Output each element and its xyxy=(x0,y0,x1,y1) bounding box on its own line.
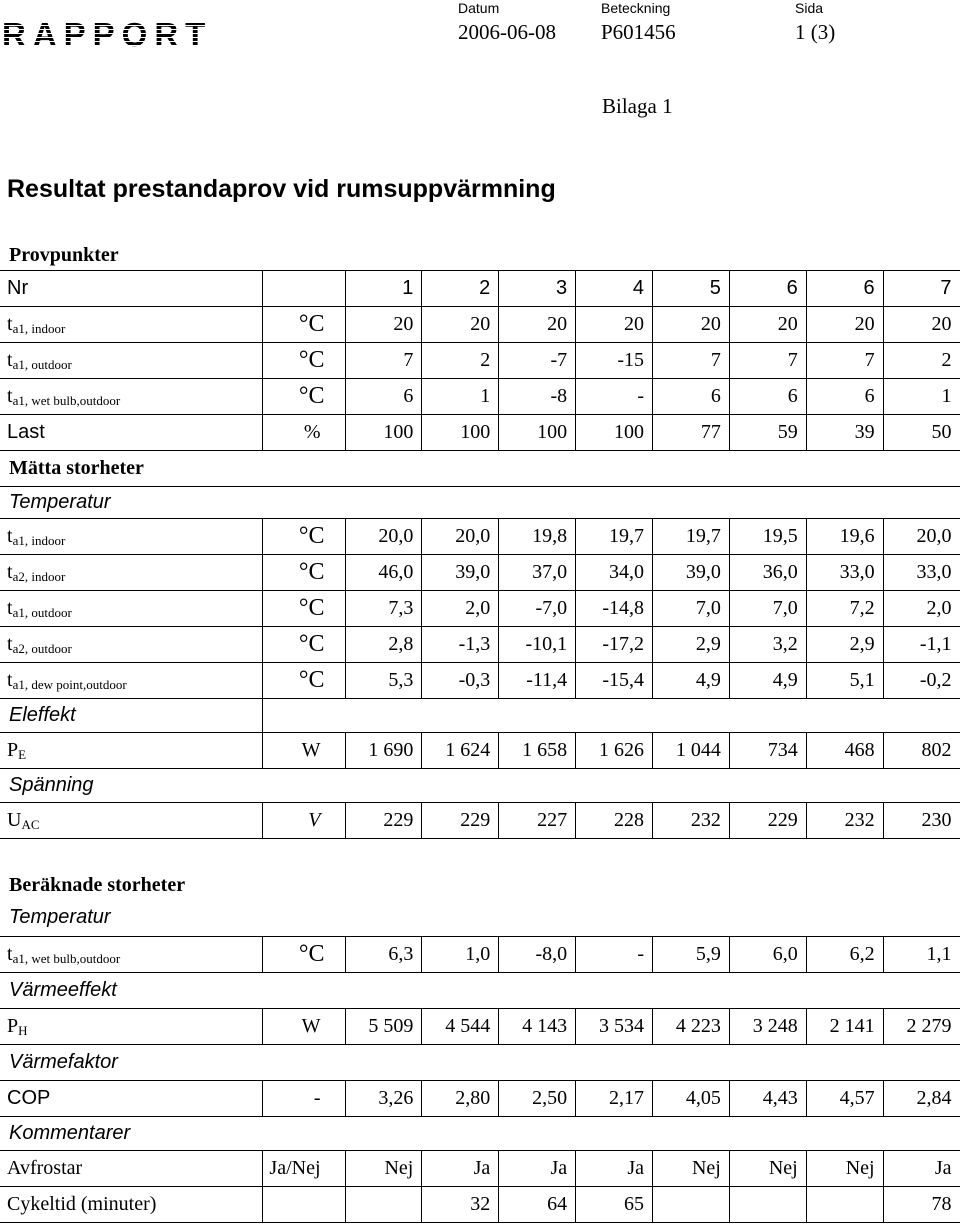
value-cell: -8,0 xyxy=(499,937,576,973)
value-cell: 19,6 xyxy=(806,519,883,555)
row-label xyxy=(0,415,262,451)
value-cell xyxy=(345,1187,422,1223)
row-label xyxy=(0,937,262,973)
subsection-varmefaktor-label: Värmefaktor xyxy=(0,1045,960,1081)
row-label-subscript: E xyxy=(18,746,27,762)
value-cell: 2,0 xyxy=(883,591,960,627)
value-cell: 7,3 xyxy=(345,591,422,627)
value-cell: 232 xyxy=(806,803,883,839)
value-cell: 229 xyxy=(422,803,499,839)
unit-cell: % xyxy=(262,415,345,451)
subsection-spanning-label: Spänning xyxy=(0,769,960,803)
row-label-subscript: a1, wet bulb,outdoor xyxy=(12,950,121,966)
row-label-text: Avfrostar xyxy=(7,1157,83,1179)
value-cell: 34,0 xyxy=(576,555,653,591)
value-cell: 7 xyxy=(806,343,883,379)
row-label-text: t xyxy=(7,312,13,335)
value-cell: 2 xyxy=(883,343,960,379)
subsection-kommentarer-label: Kommentarer xyxy=(0,1117,960,1151)
value-cell: 2,8 xyxy=(345,627,422,663)
value-cell: 33,0 xyxy=(883,555,960,591)
value-cell: 2 279 xyxy=(883,1009,960,1045)
value-cell: -7 xyxy=(499,343,576,379)
value-cell: 3 534 xyxy=(576,1009,653,1045)
value-cell: 1 626 xyxy=(576,733,653,769)
value-cell: 1 658 xyxy=(499,733,576,769)
row-label-subscript: a1, indoor xyxy=(12,320,66,336)
sida-label: Sida xyxy=(795,0,824,16)
row-label xyxy=(0,1151,262,1187)
table-row xyxy=(0,271,960,307)
value-cell: 100 xyxy=(422,415,499,451)
blank-cell xyxy=(262,699,960,733)
value-cell: 36,0 xyxy=(729,555,806,591)
value-cell: 2,80 xyxy=(422,1081,499,1117)
value-cell: 6 xyxy=(729,271,806,307)
value-cell: 19,7 xyxy=(576,519,653,555)
value-cell: 227 xyxy=(499,803,576,839)
value-cell: 6 xyxy=(806,271,883,307)
row-label-text: t xyxy=(7,384,13,407)
row-label-subscript: H xyxy=(18,1022,28,1038)
unit-cell xyxy=(262,271,345,307)
value-cell: 20 xyxy=(499,307,576,343)
row-label-text: t xyxy=(7,942,13,965)
subsection-kommentarer xyxy=(0,1117,960,1151)
row-label xyxy=(0,1081,262,1117)
value-cell: Ja xyxy=(576,1151,653,1187)
value-cell: 1,1 xyxy=(883,937,960,973)
row-label-text: Nr xyxy=(7,277,29,299)
value-cell: 20 xyxy=(576,307,653,343)
value-cell: -15 xyxy=(576,343,653,379)
unit-cell xyxy=(262,1187,345,1223)
value-cell: 39,0 xyxy=(422,555,499,591)
table-row xyxy=(0,937,960,973)
value-cell: 2 xyxy=(422,271,499,307)
results-table-calculated xyxy=(0,936,960,1223)
value-cell: 1 690 xyxy=(345,733,422,769)
unit-cell: °C xyxy=(262,519,345,555)
value-cell: Nej xyxy=(345,1151,422,1187)
unit-cell: °C xyxy=(262,555,345,591)
row-label-text: P xyxy=(7,1014,19,1037)
value-cell: 6 xyxy=(653,379,730,415)
value-cell: 6 xyxy=(806,379,883,415)
value-cell: 20 xyxy=(806,307,883,343)
table-row xyxy=(0,1187,960,1223)
row-label-text: t xyxy=(7,524,13,547)
row-label-subscript: AC xyxy=(21,816,40,832)
value-cell: 1 xyxy=(345,271,422,307)
table-row xyxy=(0,803,960,839)
row-label xyxy=(0,803,262,839)
row-label xyxy=(0,343,262,379)
row-label xyxy=(0,307,262,343)
table-row xyxy=(0,733,960,769)
value-cell: Ja xyxy=(499,1151,576,1187)
table-row xyxy=(0,519,960,555)
beteckning-value: P601456 xyxy=(601,20,676,44)
table-row xyxy=(0,415,960,451)
page-title: Resultat prestandaprov vid rumsuppvärmning xyxy=(7,175,556,203)
row-label-text: t xyxy=(7,596,13,619)
subsection-temperatur xyxy=(0,487,960,519)
value-cell: 230 xyxy=(883,803,960,839)
section-provpunkter: Provpunkter xyxy=(9,244,119,266)
value-cell: 7 xyxy=(345,343,422,379)
value-cell: Ja xyxy=(883,1151,960,1187)
value-cell: 4,05 xyxy=(653,1081,730,1117)
row-label xyxy=(0,519,262,555)
unit-cell: °C xyxy=(262,307,345,343)
row-label-text: Cykeltid (minuter) xyxy=(7,1193,157,1215)
table-row xyxy=(0,307,960,343)
value-cell: 77 xyxy=(653,415,730,451)
value-cell: -10,1 xyxy=(499,627,576,663)
value-cell: Nej xyxy=(806,1151,883,1187)
value-cell: 4 223 xyxy=(653,1009,730,1045)
value-cell: 59 xyxy=(729,415,806,451)
value-cell: 4,43 xyxy=(729,1081,806,1117)
subsection-spanning xyxy=(0,769,960,803)
value-cell: 65 xyxy=(576,1187,653,1223)
value-cell: 20,0 xyxy=(345,519,422,555)
row-label-text: t xyxy=(7,632,13,655)
sida-value: 1 (3) xyxy=(795,20,836,44)
subsection-eleffekt-label: Eleffekt xyxy=(0,699,262,733)
value-cell: 2,0 xyxy=(422,591,499,627)
row-label xyxy=(0,555,262,591)
row-label-text: t xyxy=(7,668,13,691)
value-cell: - xyxy=(576,937,653,973)
value-cell: 20,0 xyxy=(883,519,960,555)
value-cell: 468 xyxy=(806,733,883,769)
value-cell: 6,3 xyxy=(345,937,422,973)
row-label-subscript: a1, wet bulb,outdoor xyxy=(12,392,121,408)
value-cell: 2,50 xyxy=(499,1081,576,1117)
row-label-subscript: a1, outdoor xyxy=(12,356,72,372)
value-cell: 4,9 xyxy=(729,663,806,699)
value-cell: 4,57 xyxy=(806,1081,883,1117)
row-label-text: Last xyxy=(7,421,45,443)
value-cell: 5 xyxy=(653,271,730,307)
row-label xyxy=(0,1187,262,1223)
row-label-text: t xyxy=(7,348,13,371)
value-cell: -7,0 xyxy=(499,591,576,627)
value-cell: 232 xyxy=(653,803,730,839)
row-label xyxy=(0,627,262,663)
value-cell: 3,26 xyxy=(345,1081,422,1117)
row-label xyxy=(0,663,262,699)
value-cell: 50 xyxy=(883,415,960,451)
value-cell: 2,84 xyxy=(883,1081,960,1117)
value-cell: 1 xyxy=(422,379,499,415)
row-label-subscript: a2, indoor xyxy=(12,568,66,584)
beteckning-label: Beteckning xyxy=(601,0,671,16)
value-cell: 6,0 xyxy=(729,937,806,973)
row-label-text: COP xyxy=(7,1087,51,1109)
value-cell: 20 xyxy=(729,307,806,343)
row-label xyxy=(0,1009,262,1045)
value-cell: 2 141 xyxy=(806,1009,883,1045)
row-label-subscript: a1, indoor xyxy=(12,532,66,548)
unit-cell: °C xyxy=(262,379,345,415)
value-cell: 39,0 xyxy=(653,555,730,591)
value-cell: 5 509 xyxy=(345,1009,422,1045)
value-cell: 64 xyxy=(499,1187,576,1223)
value-cell: 5,1 xyxy=(806,663,883,699)
value-cell: 3 248 xyxy=(729,1009,806,1045)
subsection-eleffekt xyxy=(0,699,960,733)
subsection-temperatur-2: Temperatur xyxy=(9,906,111,928)
value-cell: 7 xyxy=(653,343,730,379)
row-label-subscript: a1, dew point,outdoor xyxy=(12,676,127,692)
row-label-text: P xyxy=(7,738,19,761)
value-cell: -17,2 xyxy=(576,627,653,663)
value-cell: 20,0 xyxy=(422,519,499,555)
value-cell: 20 xyxy=(345,307,422,343)
value-cell: -11,4 xyxy=(499,663,576,699)
value-cell: 802 xyxy=(883,733,960,769)
value-cell: -0,3 xyxy=(422,663,499,699)
value-cell: 4,9 xyxy=(653,663,730,699)
unit-cell: °C xyxy=(262,591,345,627)
value-cell: 1,0 xyxy=(422,937,499,973)
value-cell: 100 xyxy=(499,415,576,451)
value-cell: 100 xyxy=(576,415,653,451)
section-beraknade: Beräknade storheter xyxy=(9,874,186,896)
value-cell: 7,0 xyxy=(653,591,730,627)
value-cell: 7 xyxy=(729,343,806,379)
value-cell xyxy=(653,1187,730,1223)
value-cell: 6,2 xyxy=(806,937,883,973)
table-row xyxy=(0,343,960,379)
subsection-varmefaktor xyxy=(0,1045,960,1081)
value-cell: -1,1 xyxy=(883,627,960,663)
value-cell: 20 xyxy=(883,307,960,343)
row-label xyxy=(0,271,262,307)
table-row xyxy=(0,1081,960,1117)
value-cell: 78 xyxy=(883,1187,960,1223)
value-cell: 4 xyxy=(576,271,653,307)
unit-cell: W xyxy=(262,1009,345,1045)
value-cell: 39 xyxy=(806,415,883,451)
value-cell: 19,5 xyxy=(729,519,806,555)
value-cell: 37,0 xyxy=(499,555,576,591)
row-label-text: U xyxy=(7,808,22,831)
value-cell: 229 xyxy=(729,803,806,839)
value-cell xyxy=(729,1187,806,1223)
table-row xyxy=(0,555,960,591)
unit-cell: V xyxy=(262,803,345,839)
row-label-text: t xyxy=(7,560,13,583)
table-row xyxy=(0,591,960,627)
row-label-subscript: a2, outdoor xyxy=(12,640,72,656)
value-cell: 3 xyxy=(499,271,576,307)
value-cell: -14,8 xyxy=(576,591,653,627)
value-cell: 5,3 xyxy=(345,663,422,699)
unit-cell: W xyxy=(262,733,345,769)
value-cell: 32 xyxy=(422,1187,499,1223)
value-cell: Ja xyxy=(422,1151,499,1187)
value-cell: -0,2 xyxy=(883,663,960,699)
table-row xyxy=(0,379,960,415)
subsection-matta-label: Mätta storheter xyxy=(0,451,960,487)
results-table-measured xyxy=(0,270,960,839)
value-cell: Nej xyxy=(729,1151,806,1187)
subsection-matta xyxy=(0,451,960,487)
value-cell: -15,4 xyxy=(576,663,653,699)
datum-value: 2006-06-08 xyxy=(458,20,556,44)
value-cell: 228 xyxy=(576,803,653,839)
unit-cell: °C xyxy=(262,627,345,663)
value-cell: 4 143 xyxy=(499,1009,576,1045)
value-cell: 7 xyxy=(883,271,960,307)
value-cell: Nej xyxy=(653,1151,730,1187)
value-cell: -1,3 xyxy=(422,627,499,663)
row-label xyxy=(0,733,262,769)
table-row xyxy=(0,1009,960,1045)
value-cell xyxy=(806,1187,883,1223)
table-row xyxy=(0,663,960,699)
value-cell: 2,9 xyxy=(806,627,883,663)
value-cell: 20 xyxy=(422,307,499,343)
value-cell: 1 xyxy=(883,379,960,415)
subsection-varmeeffekt xyxy=(0,973,960,1009)
row-label xyxy=(0,379,262,415)
table-row xyxy=(0,1151,960,1187)
value-cell: 6 xyxy=(729,379,806,415)
value-cell: 2,9 xyxy=(653,627,730,663)
unit-cell: - xyxy=(262,1081,345,1117)
value-cell: - xyxy=(576,379,653,415)
table-row xyxy=(0,627,960,663)
value-cell: 46,0 xyxy=(345,555,422,591)
value-cell: 7,0 xyxy=(729,591,806,627)
value-cell: 20 xyxy=(653,307,730,343)
unit-cell: °C xyxy=(262,663,345,699)
value-cell: 1 044 xyxy=(653,733,730,769)
unit-cell: °C xyxy=(262,343,345,379)
value-cell: 6 xyxy=(345,379,422,415)
row-label-subscript: a1, outdoor xyxy=(12,604,72,620)
value-cell: 4 544 xyxy=(422,1009,499,1045)
row-label xyxy=(0,591,262,627)
datum-label: Datum xyxy=(458,0,500,16)
value-cell: -8 xyxy=(499,379,576,415)
value-cell: 100 xyxy=(345,415,422,451)
value-cell: 33,0 xyxy=(806,555,883,591)
subsection-temperatur-label: Temperatur xyxy=(0,487,960,519)
value-cell: 2 xyxy=(422,343,499,379)
value-cell: 1 624 xyxy=(422,733,499,769)
value-cell: 5,9 xyxy=(653,937,730,973)
unit-cell: Ja/Nej xyxy=(262,1151,345,1187)
bilaga-label: Bilaga 1 xyxy=(602,94,673,118)
value-cell: 3,2 xyxy=(729,627,806,663)
value-cell: 7,2 xyxy=(806,591,883,627)
unit-cell: °C xyxy=(262,937,345,973)
subsection-varmeeffekt-label: Värmeeffekt xyxy=(0,973,960,1009)
value-cell: 2,17 xyxy=(576,1081,653,1117)
rapport-logo: RAPPORT xyxy=(2,16,213,53)
value-cell: 19,8 xyxy=(499,519,576,555)
value-cell: 734 xyxy=(729,733,806,769)
value-cell: 229 xyxy=(345,803,422,839)
value-cell: 19,7 xyxy=(653,519,730,555)
